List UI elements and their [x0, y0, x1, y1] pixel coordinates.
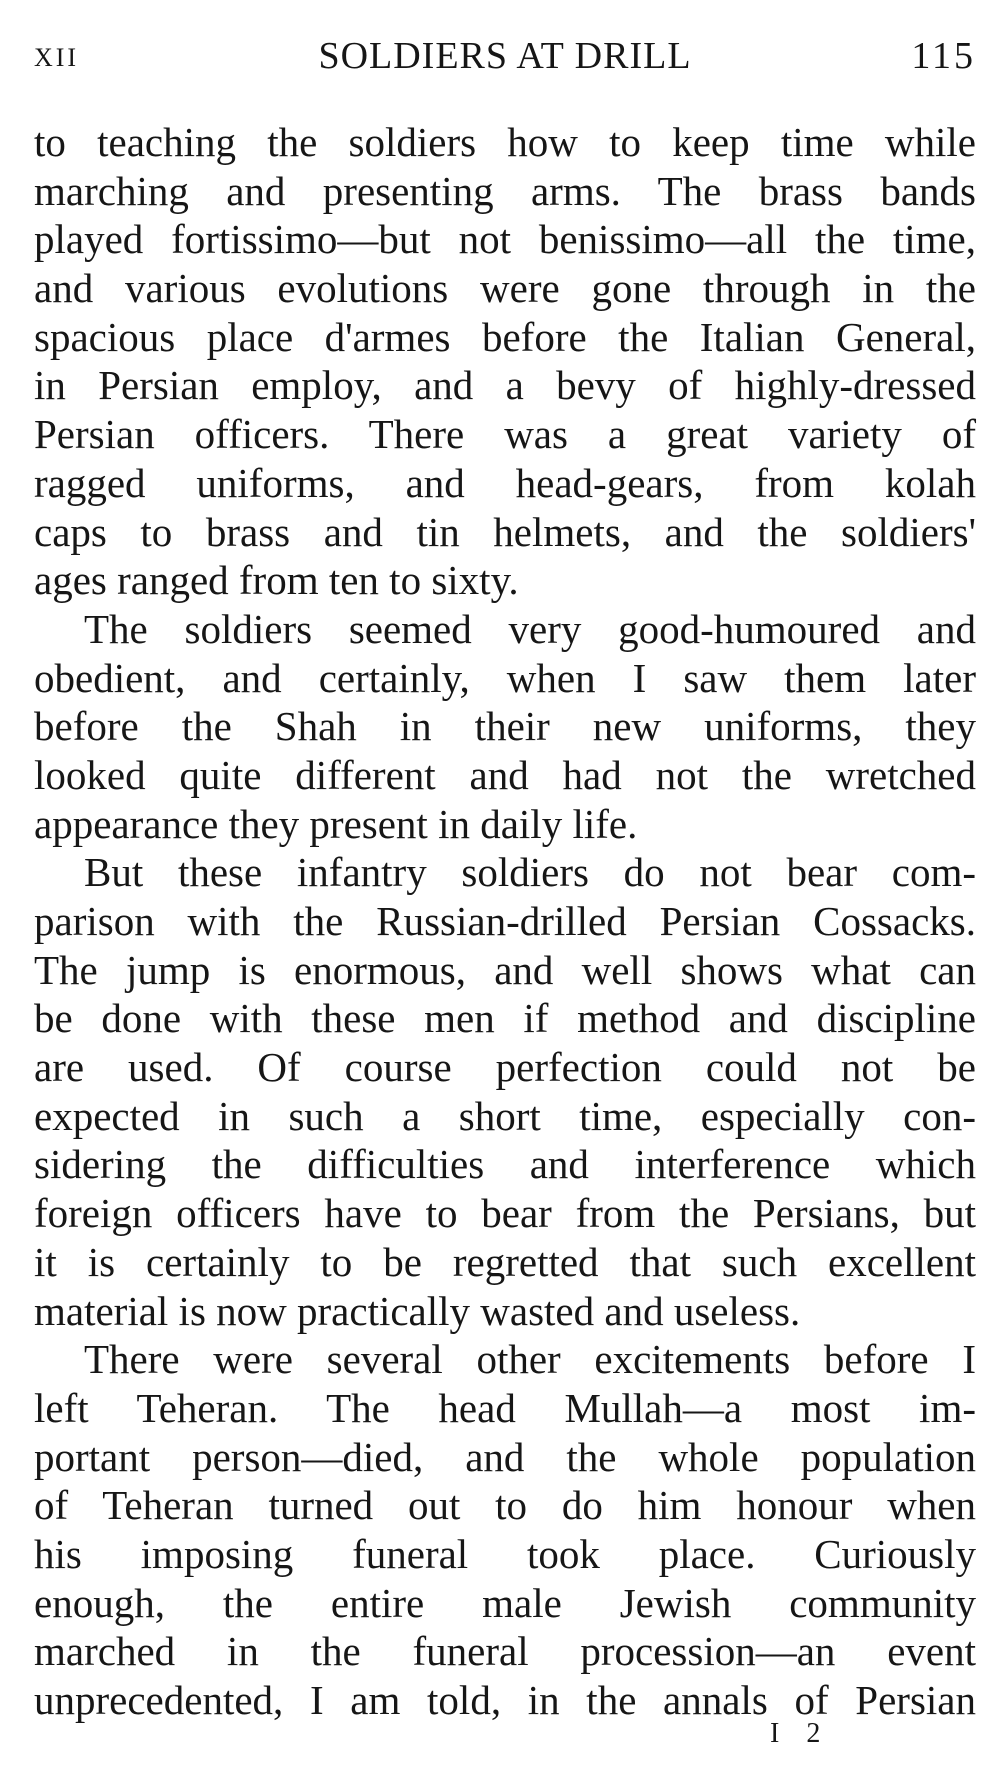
- chapter-number: XII: [34, 43, 80, 72]
- text-line: are used. Of course perfection could not be: [34, 1044, 976, 1091]
- text-line: foreign officers have to bear from the Persians, but: [34, 1190, 976, 1237]
- body-text: [34, 118, 976, 1725]
- text-line: it is certainly to be regretted that such excellent: [34, 1238, 976, 1285]
- text-line: expected in such a short time, especially con-: [34, 1092, 976, 1139]
- text-line: Persian officers. There was a great variety of: [34, 411, 976, 458]
- text-line: caps to brass and tin helmets, and the soldiers': [34, 508, 976, 555]
- text-line: sidering the difficulties and interference which: [34, 1141, 976, 1188]
- text-line: his imposing funeral took place. Curiously: [34, 1530, 976, 1577]
- running-head: [34, 28, 976, 84]
- text-line: enough, the entire male Jewish community: [34, 1579, 976, 1626]
- text-line: and various evolutions were gone through in the: [34, 265, 976, 312]
- text-line: There were several other excitements before I: [84, 1336, 976, 1383]
- text-line: looked quite different and had not the wretched: [34, 751, 976, 798]
- text-line: unprecedented, I am told, in the annals of Persian: [34, 1677, 976, 1723]
- text-line: before the Shah in their new uniforms, they: [34, 703, 976, 750]
- running-title: SOLDIERS AT DRILL: [318, 35, 692, 77]
- text-line: material is now practically wasted and useless.: [34, 1287, 801, 1334]
- text-line: marching and presenting arms. The brass bands: [34, 167, 976, 214]
- signature-mark: I 2: [770, 1718, 831, 1749]
- text-line: The jump is enormous, and well shows what can: [34, 946, 976, 993]
- text-line: left Teheran. The head Mullah—a most im-: [34, 1384, 976, 1431]
- text-line: parison with the Russian-drilled Persian Cossacks.: [34, 898, 976, 944]
- text-line: portant person—died, and the whole population: [34, 1433, 976, 1480]
- text-line: marched in the funeral procession—an event: [34, 1628, 976, 1675]
- text-line: obedient, and certainly, when I saw them later: [34, 654, 976, 701]
- text-line: ragged uniforms, and head-gears, from kolah: [34, 459, 976, 506]
- text-line: appearance they present in daily life.: [34, 800, 638, 847]
- text-line: But these infantry soldiers do not bear com-: [84, 849, 976, 896]
- text-line: of Teheran turned out to do him honour when: [34, 1482, 976, 1529]
- text-line: spacious place d'armes before the Italian General,: [34, 313, 976, 360]
- text-line: in Persian employ, and a bevy of highly-dressed: [34, 362, 976, 409]
- text-line: to teaching the soldiers how to keep time while: [34, 119, 976, 165]
- text-line: be done with these men if method and discipline: [34, 995, 976, 1042]
- text-line: ages ranged from ten to sixty.: [34, 557, 519, 604]
- text-line: played fortissimo—but not benissimo—all the time,: [34, 216, 976, 263]
- text-line: The soldiers seemed very good-humoured and: [84, 605, 976, 652]
- page-number: 115: [911, 35, 976, 77]
